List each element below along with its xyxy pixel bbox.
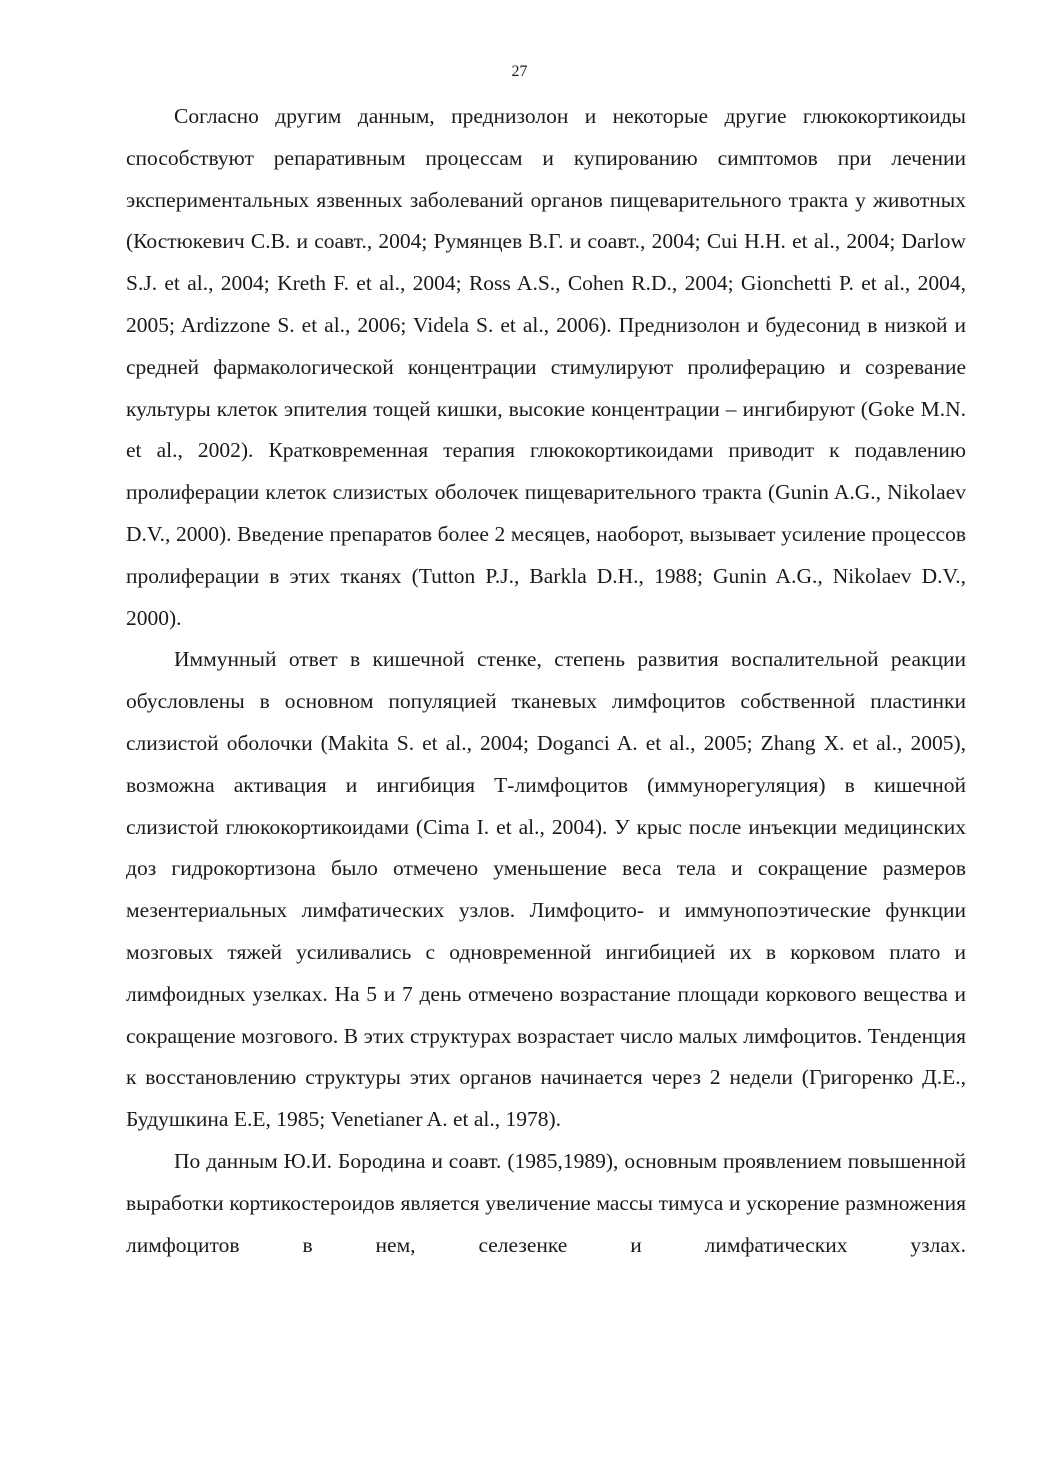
paragraph-2: Иммунный ответ в кишечной стенке, степень развития воспалительной реакции обусловлены в основном популяцией тканевых лимфоцитов собственной пластинки слизистой оболочки (Makita S. et al., 2004; Doganci A. et al., 2005; Zhang X. et al., 2005), возможна активация и ингибиция Т-лимфоцитов (иммунорегуляция) в кишечной слизистой глюкокортикоидами (Cima I. et al., 2004). У крыс после инъекции медицинских доз гидрокортизона было отмечено уменьшение веса тела и сокращение размеров мезентериальных лимфатических узлов. Лимфоцито- и иммунопоэтические функции мозговых тяжей усиливались с одновременной ингибицией их в корковом плато и лимфоидных узелках. На 5 и 7 день отмечено возрастание площади коркового вещества и сокращение мозгового. В этих структурах возрастает число малых лимфоцитов. Тенденция к восстановлению структуры этих органов начинается через 2 недели (Григоренко Д.Е., Будушкина Е.Е, 1985; Venetianer A. et al., 1978). bbox=[126, 647, 966, 1132]
document-body bbox=[126, 96, 966, 1266]
paragraph-1: Согласно другим данным, преднизолон и некоторые другие глюкокортикоиды способствуют репаративным процессам и купированию симптомов при лечении экспериментальных язвенных заболеваний органов пищеварительного тракта у животных (Костюкевич С.В. и соавт., 2004; Румянцев В.Г. и соавт., 2004; Cui H.H. et al., 2004; Darlow S.J. et al., 2004; Kreth F. et al., 2004; Ross A.S., Cohen R.D., 2004; Gionchetti P. et al., 2004, 2005; Ardizzone S. et al., 2006; Videla S. et al., 2006). Преднизолон и будесонид в низкой и средней фармакологической концентрации стимулируют пролиферацию и созревание культуры клеток эпителия тощей кишки, высокие концентрации – ингибируют (Goke M.N. et al., 2002). Кратковременная терапия глюкокортикоидами приводит к подавлению пролиферации клеток слизистых оболочек пищеварительного тракта (Gunin A.G., Nikolaev D.V., 2000). Введение препаратов более 2 месяцев, наоборот, вызывает усиление процессов пролиферации в этих тканях (Tutton P.J., Barkla D.H., 1988; Gunin A.G., Nikolaev D.V., 2000). bbox=[126, 104, 966, 630]
paragraph-3: По данным Ю.И. Бородина и соавт. (1985,1989), основным проявлением повышенной выработки кортикостероидов является увеличение массы тимуса и ускорение размножения лимфоцитов в нем, селезенке и лимфатических узлах. bbox=[126, 1148, 966, 1257]
page-number: 27 bbox=[511, 63, 528, 80]
